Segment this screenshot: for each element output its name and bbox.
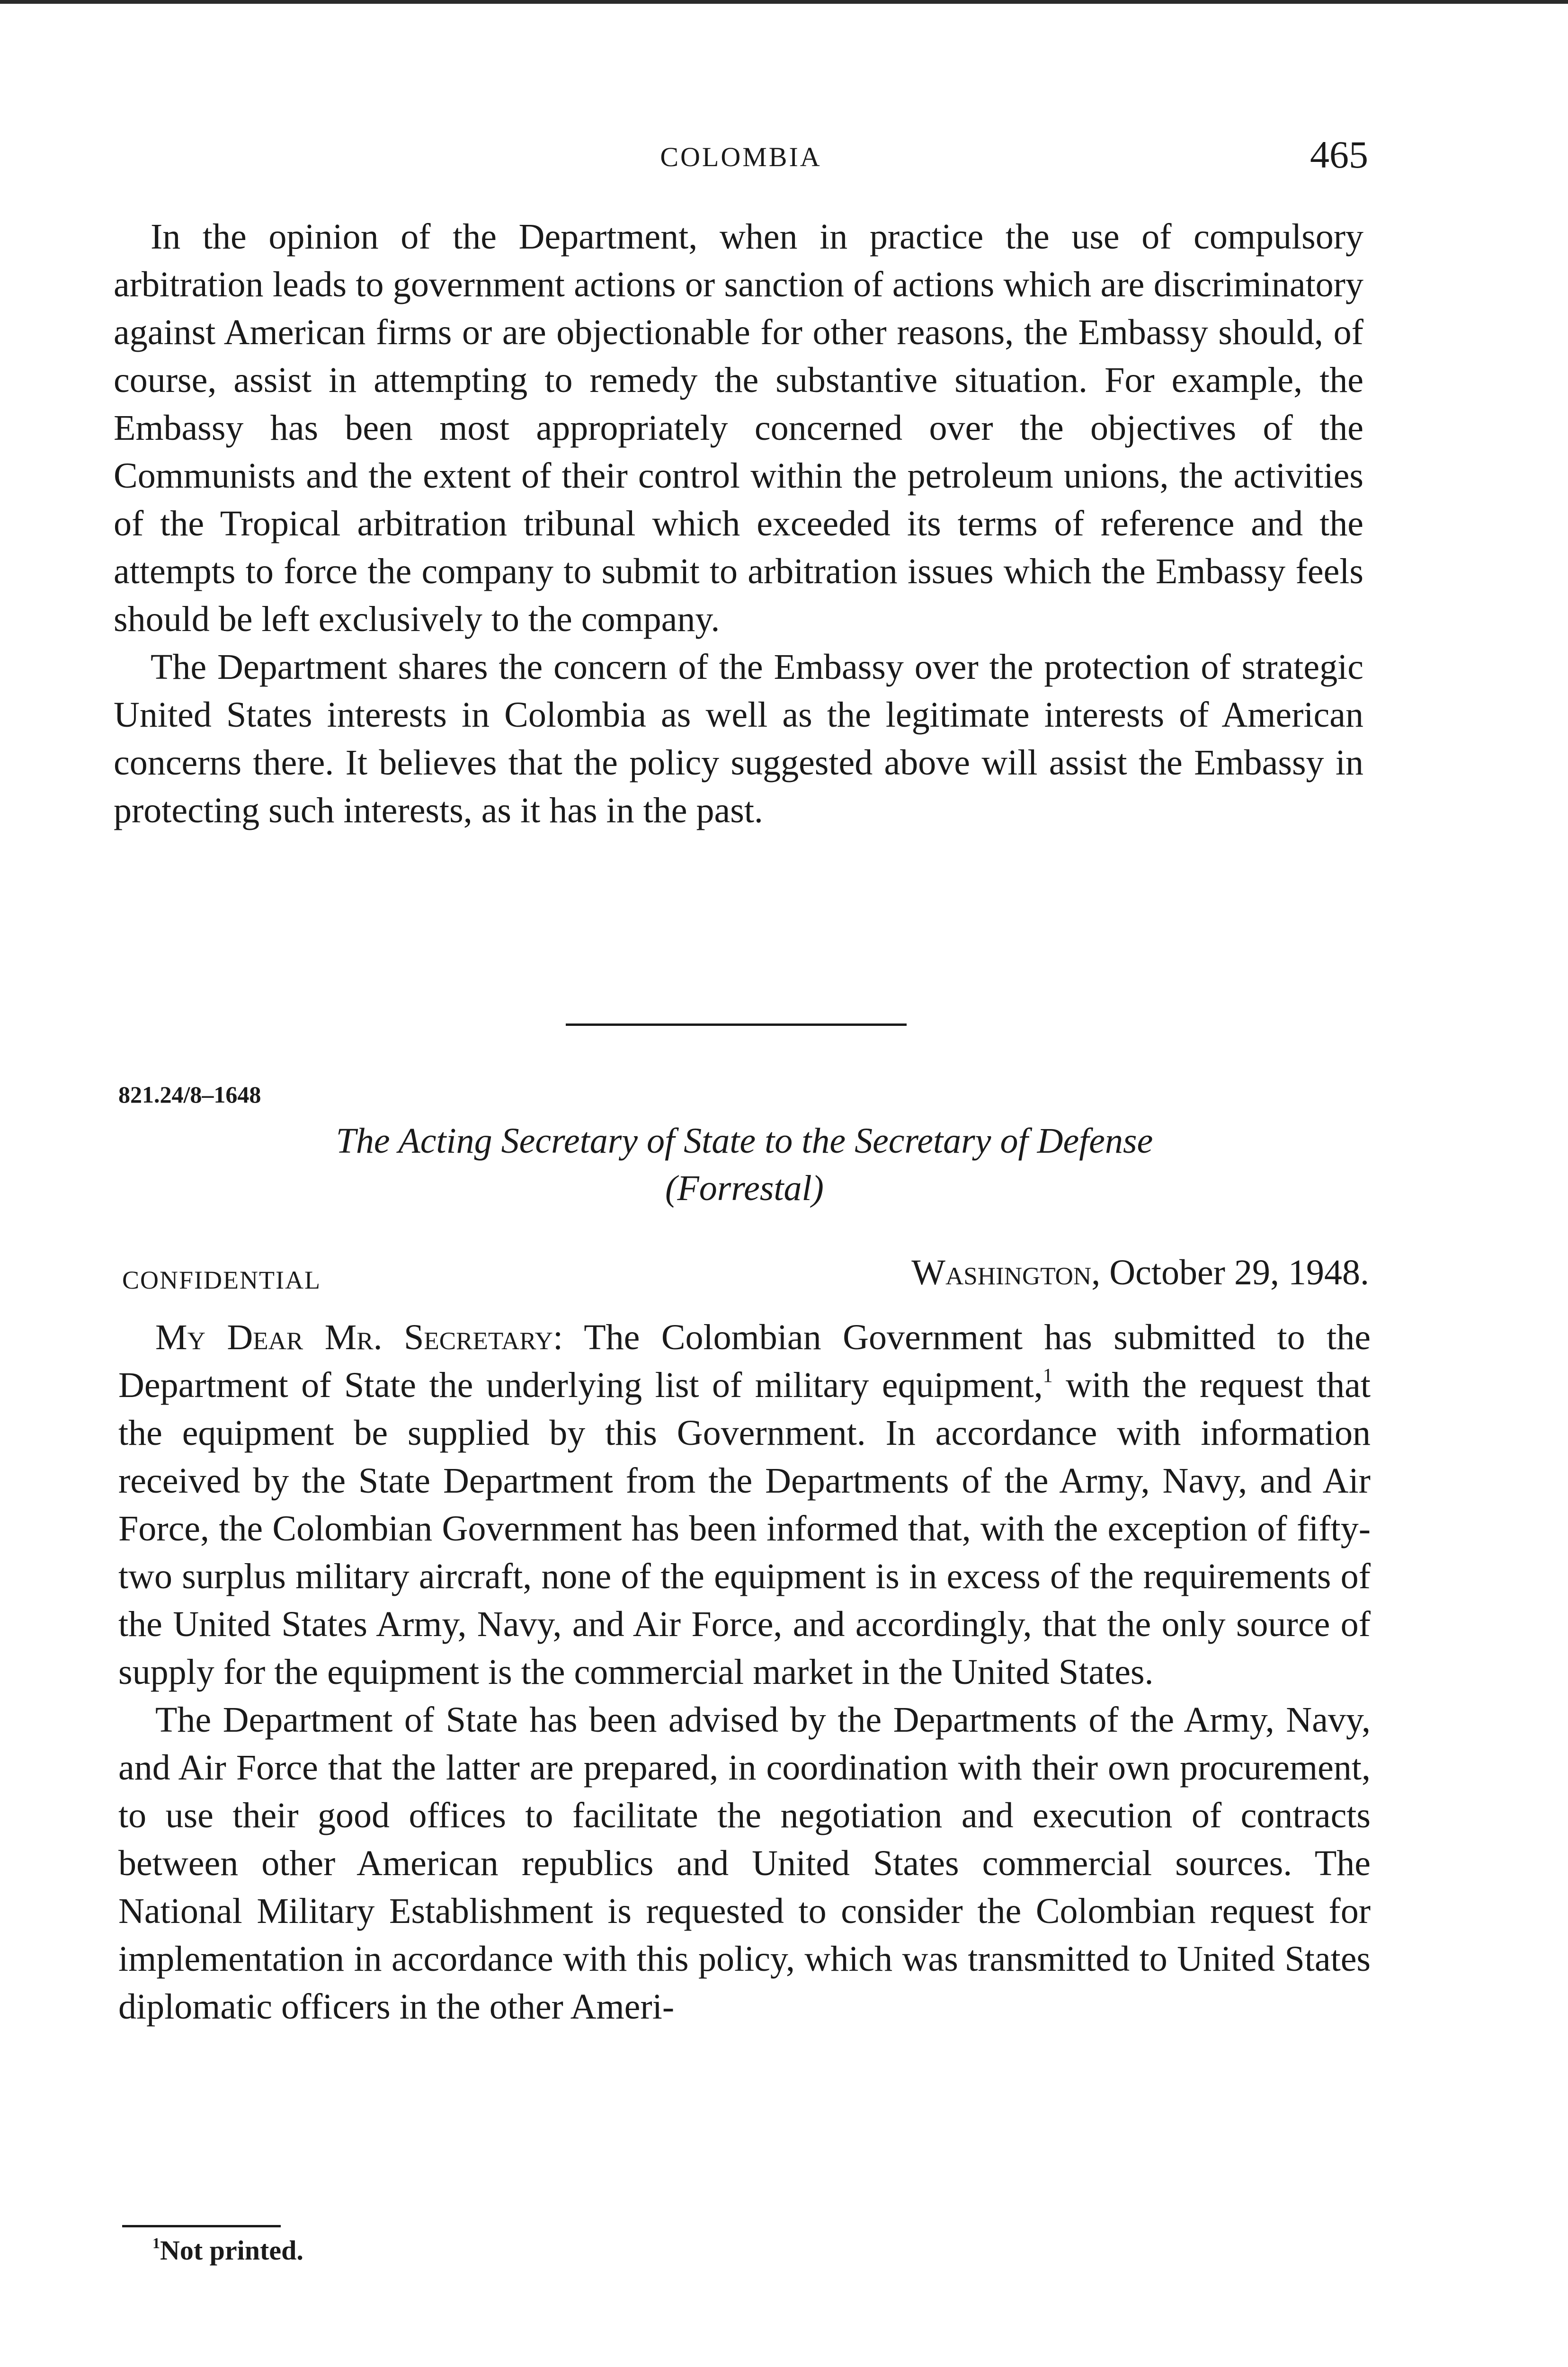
salutation: My Dear Mr. Secretary: xyxy=(155,1317,563,1357)
footnote-reference: 1 xyxy=(1042,1365,1053,1387)
document-heading-line: (Forrestal) xyxy=(665,1168,824,1208)
body-paragraph: The Department shares the concern of the Embassy over the protection of strategic United States interests in Colombia as well as the legitimate interests of American concerns there. It believes that the policy suggested above will assist the Embassy in protecting such interests, as it has in the past. xyxy=(114,647,1363,830)
body-text: The Colombian Government has submitted to the Department of State the underlying list of military equipment, xyxy=(118,1317,1371,1405)
classification-marking: CONFIDENTIAL xyxy=(122,1266,321,1294)
footnote xyxy=(152,2234,303,2266)
dateline xyxy=(911,1252,1369,1293)
page-number: 465 xyxy=(1310,133,1368,176)
body-paragraph: The Department of State has been advised by the Departments of the Army, Navy, and Air Force that the latter are prepared, in coordination with their own procurement, to use their good offices to facilitate the negotiation and execution of contracts between other American republics and United States commercial sources. The National Military Establishment is requested to consider the Colombian request for implementation in accordance with this policy, which was transmitted to United States diplomatic officers in the other Ameri- xyxy=(118,1700,1371,2027)
top-edge-rule xyxy=(0,0,1568,4)
document-heading xyxy=(118,1117,1371,1212)
dateline-place: Washington xyxy=(911,1253,1092,1292)
body-paragraph xyxy=(118,1314,1371,1696)
section-divider xyxy=(566,1023,907,1026)
running-header xyxy=(114,133,1368,180)
running-title: COLOMBIA xyxy=(660,142,822,172)
letter-body xyxy=(118,1314,1371,2031)
previous-document-body xyxy=(114,213,1363,835)
footnote-rule xyxy=(122,2225,281,2227)
document-heading-line: The Acting Secretary of State to the Secretary of Defense xyxy=(336,1121,1153,1161)
body-paragraph: In the opinion of the Department, when in practice the use of compulsory arbitration leads to government actions or sanction of actions which are discriminatory against American firms or are objectionable for other reasons, the Embassy should, of course, assist in attempting to remedy the substantive situation. For example, the Embassy has been most appropriately concerned over the objectives of the Communists and the extent of their control within the petroleum unions, the activities of the Tropical arbitration tribunal which exceeded its terms of reference and the attempts to force the company to submit to arbitration issues which the Embassy feels should be left exclusively to the company. xyxy=(114,217,1363,639)
body-text: with the request that the equipment be supplied by this Government. In accordance with information received by the State Department from the Departments of the Army, Navy, and Air Force, the Colombian Government has been informed that, with the exception of fifty-two surplus military aircraft, none of the equipment is in excess of the requirements of the United States Army, Navy, and Air Force, and accordingly, that the only source of supply for the equipment is the commercial market in the United States. xyxy=(118,1365,1371,1692)
file-number: 821.24/8–1648 xyxy=(118,1081,261,1108)
dateline-date: , October 29, 1948. xyxy=(1091,1253,1369,1292)
footnote-mark: 1 xyxy=(152,2235,160,2252)
footnote-text: Not printed. xyxy=(160,2235,303,2266)
